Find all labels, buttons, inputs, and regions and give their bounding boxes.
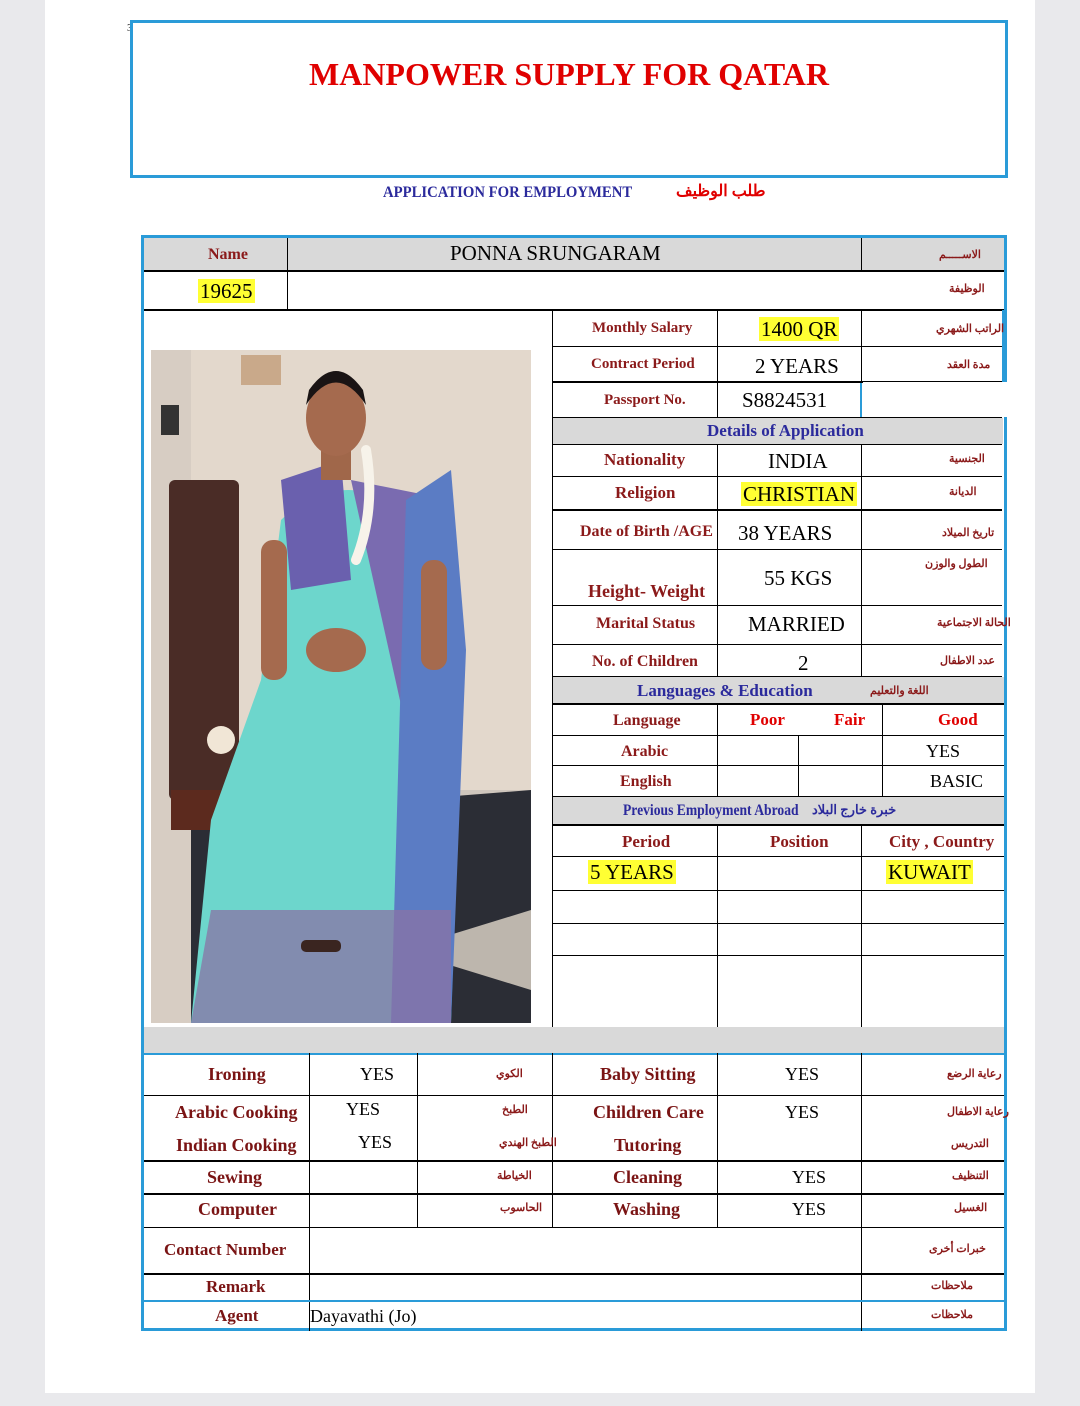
contract-period-label: Contract Period bbox=[591, 356, 695, 372]
language-row-english: English bbox=[620, 773, 672, 790]
dob-age-label: Date of Birth /AGE bbox=[580, 523, 713, 540]
good-column-header: Good bbox=[938, 710, 978, 729]
skill-children-care-label: Children Care bbox=[593, 1102, 704, 1122]
english-good-value: BASIC bbox=[930, 771, 984, 791]
position-column-header: Position bbox=[770, 832, 829, 851]
agent-value: Dayavathi (Jo) bbox=[310, 1306, 417, 1326]
skill-baby-sitting-arabic: رعاية الرضع bbox=[947, 1068, 1002, 1080]
skill-baby-sitting-value: YES bbox=[785, 1064, 820, 1084]
monthly-salary-arabic: الراتب الشهري bbox=[936, 323, 1005, 335]
form-subtitle-arabic: طلب الوظيف bbox=[676, 183, 766, 200]
passport-label: Passport No. bbox=[604, 392, 686, 408]
skill-washing-label: Washing bbox=[613, 1199, 681, 1219]
skill-arabic-cooking-arabic: الطبخ bbox=[502, 1104, 528, 1116]
language-column-header: Language bbox=[613, 712, 681, 729]
employment-heading-arabic: خبرة خارج البلاد bbox=[812, 802, 897, 817]
skill-indian-cooking-arabic: الطبخ الهندي bbox=[499, 1137, 557, 1149]
section-separator bbox=[144, 1027, 1004, 1053]
skill-cleaning-arabic: التنظيف bbox=[952, 1170, 989, 1182]
marital-status-arabic: الحالة الاجتماعية bbox=[937, 617, 1011, 629]
skill-tutoring-arabic: التدريس bbox=[951, 1138, 989, 1150]
reference-label-arabic: الوظيفة bbox=[949, 283, 985, 295]
skill-arabic-cooking-label: Arabic Cooking bbox=[175, 1102, 298, 1122]
nationality-arabic: الجنسية bbox=[949, 453, 985, 465]
contact-number-arabic: خبرات أخرى bbox=[929, 1243, 986, 1255]
passport-value: S8824531 bbox=[742, 388, 828, 412]
skill-cleaning-label: Cleaning bbox=[613, 1167, 683, 1187]
title-box bbox=[130, 20, 1008, 178]
application-form bbox=[141, 235, 1011, 1331]
nationality-label: Nationality bbox=[604, 450, 686, 469]
form-subtitle: APPLICATION FOR EMPLOYMENT bbox=[383, 184, 633, 201]
marital-status-label: Marital Status bbox=[596, 615, 696, 632]
applicant-name: PONNA SRUNGARAM bbox=[450, 241, 661, 265]
monthly-salary-value: 1400 QR bbox=[761, 317, 838, 341]
employment-heading: Previous Employment Abroad bbox=[623, 802, 799, 819]
religion-label: Religion bbox=[615, 483, 676, 502]
skill-sewing-arabic: الخياطة bbox=[497, 1170, 532, 1182]
skill-baby-sitting-label: Baby Sitting bbox=[600, 1064, 696, 1084]
skill-ironing-label: Ironing bbox=[208, 1064, 266, 1084]
skill-washing-value: YES bbox=[792, 1199, 827, 1219]
skill-tutoring-label: Tutoring bbox=[614, 1135, 682, 1155]
skill-arabic-cooking-value: YES bbox=[346, 1099, 381, 1119]
skill-computer-label: Computer bbox=[198, 1199, 277, 1219]
agent-label: Agent bbox=[215, 1306, 259, 1325]
remark-arabic: ملاحظات bbox=[931, 1280, 973, 1292]
marital-status-value: MARRIED bbox=[748, 612, 845, 636]
skill-children-care-value: YES bbox=[785, 1102, 820, 1122]
arabic-good-value: YES bbox=[926, 741, 961, 761]
skill-computer-arabic: الحاسوب bbox=[500, 1202, 543, 1214]
height-weight-label: Height- Weight bbox=[588, 581, 706, 601]
monthly-salary-label: Monthly Salary bbox=[592, 320, 693, 336]
city-column-header: City , Country bbox=[889, 832, 995, 851]
height-weight-value: 55 KGS bbox=[764, 566, 833, 590]
religion-value: CHRISTIAN bbox=[743, 482, 856, 506]
document-title: MANPOWER SUPPLY FOR QATAR bbox=[309, 56, 829, 92]
employment-period-value: 5 YEARS bbox=[590, 860, 674, 884]
agent-arabic: ملاحظات bbox=[931, 1309, 973, 1321]
children-value: 2 bbox=[798, 651, 809, 675]
period-column-header: Period bbox=[622, 832, 671, 851]
skill-ironing-arabic: الكوي bbox=[496, 1068, 523, 1080]
dob-age-value: 38 YEARS bbox=[738, 521, 833, 545]
contract-period-arabic: مدة العقد bbox=[947, 359, 991, 371]
children-label: No. of Children bbox=[592, 653, 698, 670]
religion-arabic: الديانة bbox=[949, 486, 977, 498]
name-label: Name bbox=[208, 246, 248, 263]
contract-period-value: 2 YEARS bbox=[755, 354, 839, 378]
name-label-arabic: الاســـــم bbox=[939, 249, 981, 261]
poor-column-header: Poor bbox=[750, 710, 785, 729]
height-weight-arabic: الطول والوزن bbox=[925, 558, 988, 570]
skill-ironing-value: YES bbox=[360, 1064, 395, 1084]
skill-sewing-label: Sewing bbox=[207, 1167, 263, 1187]
dob-age-arabic: تاريخ الميلاد bbox=[942, 527, 995, 539]
skill-children-care-arabic: رعاية الاطفال bbox=[947, 1106, 1009, 1118]
employment-city-value: KUWAIT bbox=[888, 860, 971, 884]
children-arabic: عدد الاطفال bbox=[940, 655, 995, 667]
skill-indian-cooking-value: YES bbox=[358, 1132, 393, 1152]
reference-number: 19625 bbox=[200, 279, 253, 303]
fair-column-header: Fair bbox=[834, 710, 866, 729]
languages-heading-arabic: اللغة والتعليم bbox=[870, 685, 929, 697]
page-marker: 3 bbox=[127, 22, 133, 34]
contact-number-label: Contact Number bbox=[164, 1240, 287, 1259]
skill-cleaning-value: YES bbox=[792, 1167, 827, 1187]
skill-indian-cooking-label: Indian Cooking bbox=[176, 1135, 297, 1155]
language-row-arabic: Arabic bbox=[621, 743, 669, 760]
languages-heading: Languages & Education bbox=[637, 681, 813, 700]
details-heading: Details of Application bbox=[707, 421, 864, 440]
skill-washing-arabic: الغسيل bbox=[954, 1202, 988, 1214]
nationality-value: INDIA bbox=[768, 449, 828, 473]
remark-label: Remark bbox=[206, 1277, 266, 1296]
